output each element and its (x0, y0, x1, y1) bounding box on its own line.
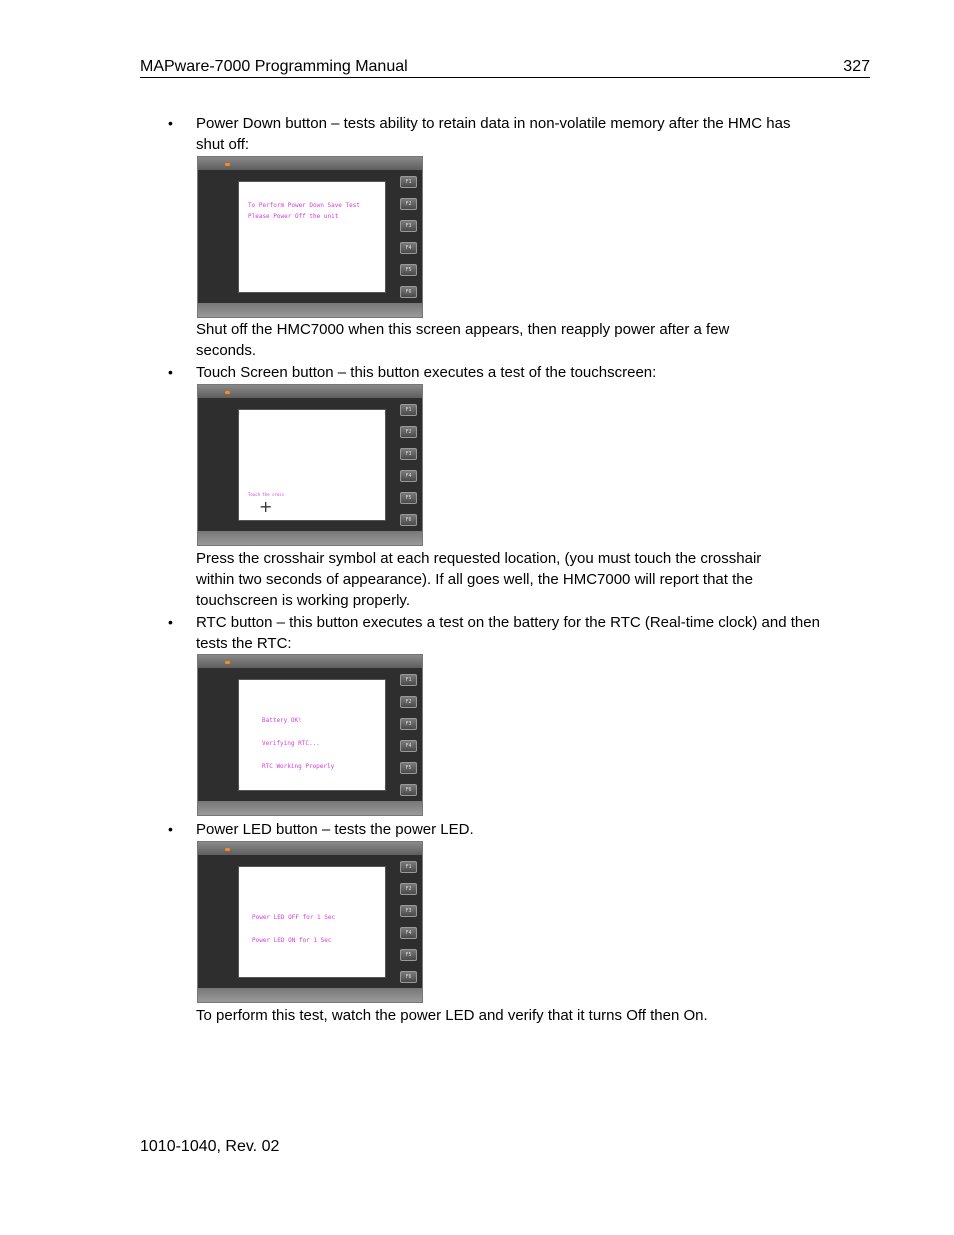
device-top-bezel (198, 157, 422, 170)
device-bottom-bezel (198, 531, 422, 545)
f1-key: F1 (400, 176, 417, 188)
f4-key: F4 (400, 927, 417, 939)
screen-message: Power LED OFF for 1 Sec (252, 914, 336, 921)
device-screen (238, 181, 386, 293)
power-down-test-screenshot (197, 156, 423, 318)
f1-key: F1 (400, 404, 417, 416)
screen-message: RTC Working Properly (262, 763, 335, 770)
crosshair-icon: + (259, 497, 273, 516)
power-led-icon (225, 163, 230, 166)
screen-message: To Perform Power Down Save Test (248, 202, 360, 209)
document-revision: 1010-1040, Rev. 02 (140, 1138, 280, 1155)
power-led-icon (225, 661, 230, 664)
power-down-description: Power Down button – tests ability to retain data in non-volatile memory after the HMC has shut off: (196, 115, 791, 153)
rtc-description: RTC button – this button executes a test on the battery for the RTC (Real-time clock) and then tests the RTC: (196, 614, 820, 652)
device-bottom-bezel (198, 303, 422, 317)
f6-key: F6 (400, 971, 417, 983)
f3-key: F3 (400, 448, 417, 460)
f4-key: F4 (400, 740, 417, 752)
f3-key: F3 (400, 220, 417, 232)
f4-key: F4 (400, 242, 417, 254)
f3-key: F3 (400, 718, 417, 730)
f5-key: F5 (400, 949, 417, 961)
f5-key: F5 (400, 492, 417, 504)
touch-screen-description: Touch Screen button – this button executes a test of the touchscreen: (196, 364, 657, 381)
f6-key: F6 (400, 514, 417, 526)
screen-message: Verifying RTC... (262, 740, 320, 747)
f3-key: F3 (400, 905, 417, 917)
manual-title: MAPware-7000 Programming Manual (140, 58, 408, 75)
power-led-icon (225, 848, 230, 851)
screen-message: Touch the cross (248, 492, 285, 497)
bullet-marker: • (168, 364, 173, 380)
f2-key: F2 (400, 883, 417, 895)
f6-key: F6 (400, 286, 417, 298)
page-number: 327 (843, 58, 870, 75)
device-bottom-bezel (198, 801, 422, 815)
power-down-instructions: Shut off the HMC7000 when this screen appears, then reapply power after a few seconds. (196, 321, 730, 359)
screen-message: Battery OK! (262, 717, 302, 724)
device-bottom-bezel (198, 988, 422, 1002)
device-screen (238, 409, 386, 521)
power-led-description: Power LED button – tests the power LED. (196, 821, 474, 838)
device-top-bezel (198, 842, 422, 855)
device-screen (238, 866, 386, 978)
touch-screen-instructions: Press the crosshair symbol at each requested location, (you must touch the crosshair within two seconds of appearance). If all goes well, the HMC7000 will report that the touchscreen is working properly. (196, 550, 762, 609)
screen-message: Please Power Off the unit (248, 213, 339, 220)
power-led-test-screenshot (197, 841, 423, 1003)
bullet-marker: • (168, 614, 173, 630)
page-header (140, 57, 870, 78)
f1-key: F1 (400, 861, 417, 873)
device-screen (238, 679, 386, 791)
f4-key: F4 (400, 470, 417, 482)
bullet-marker: • (168, 821, 173, 837)
device-top-bezel (198, 385, 422, 398)
device-top-bezel (198, 655, 422, 668)
f2-key: F2 (400, 696, 417, 708)
f2-key: F2 (400, 426, 417, 438)
f1-key: F1 (400, 674, 417, 686)
screen-message: Power LED ON for 1 Sec (252, 937, 332, 944)
rtc-test-screenshot (197, 654, 423, 816)
f5-key: F5 (400, 762, 417, 774)
touch-screen-test-screenshot (197, 384, 423, 546)
f2-key: F2 (400, 198, 417, 210)
power-led-icon (225, 391, 230, 394)
power-led-instructions: To perform this test, watch the power LED and verify that it turns Off then On. (196, 1007, 708, 1024)
f5-key: F5 (400, 264, 417, 276)
f6-key: F6 (400, 784, 417, 796)
bullet-marker: • (168, 115, 173, 131)
